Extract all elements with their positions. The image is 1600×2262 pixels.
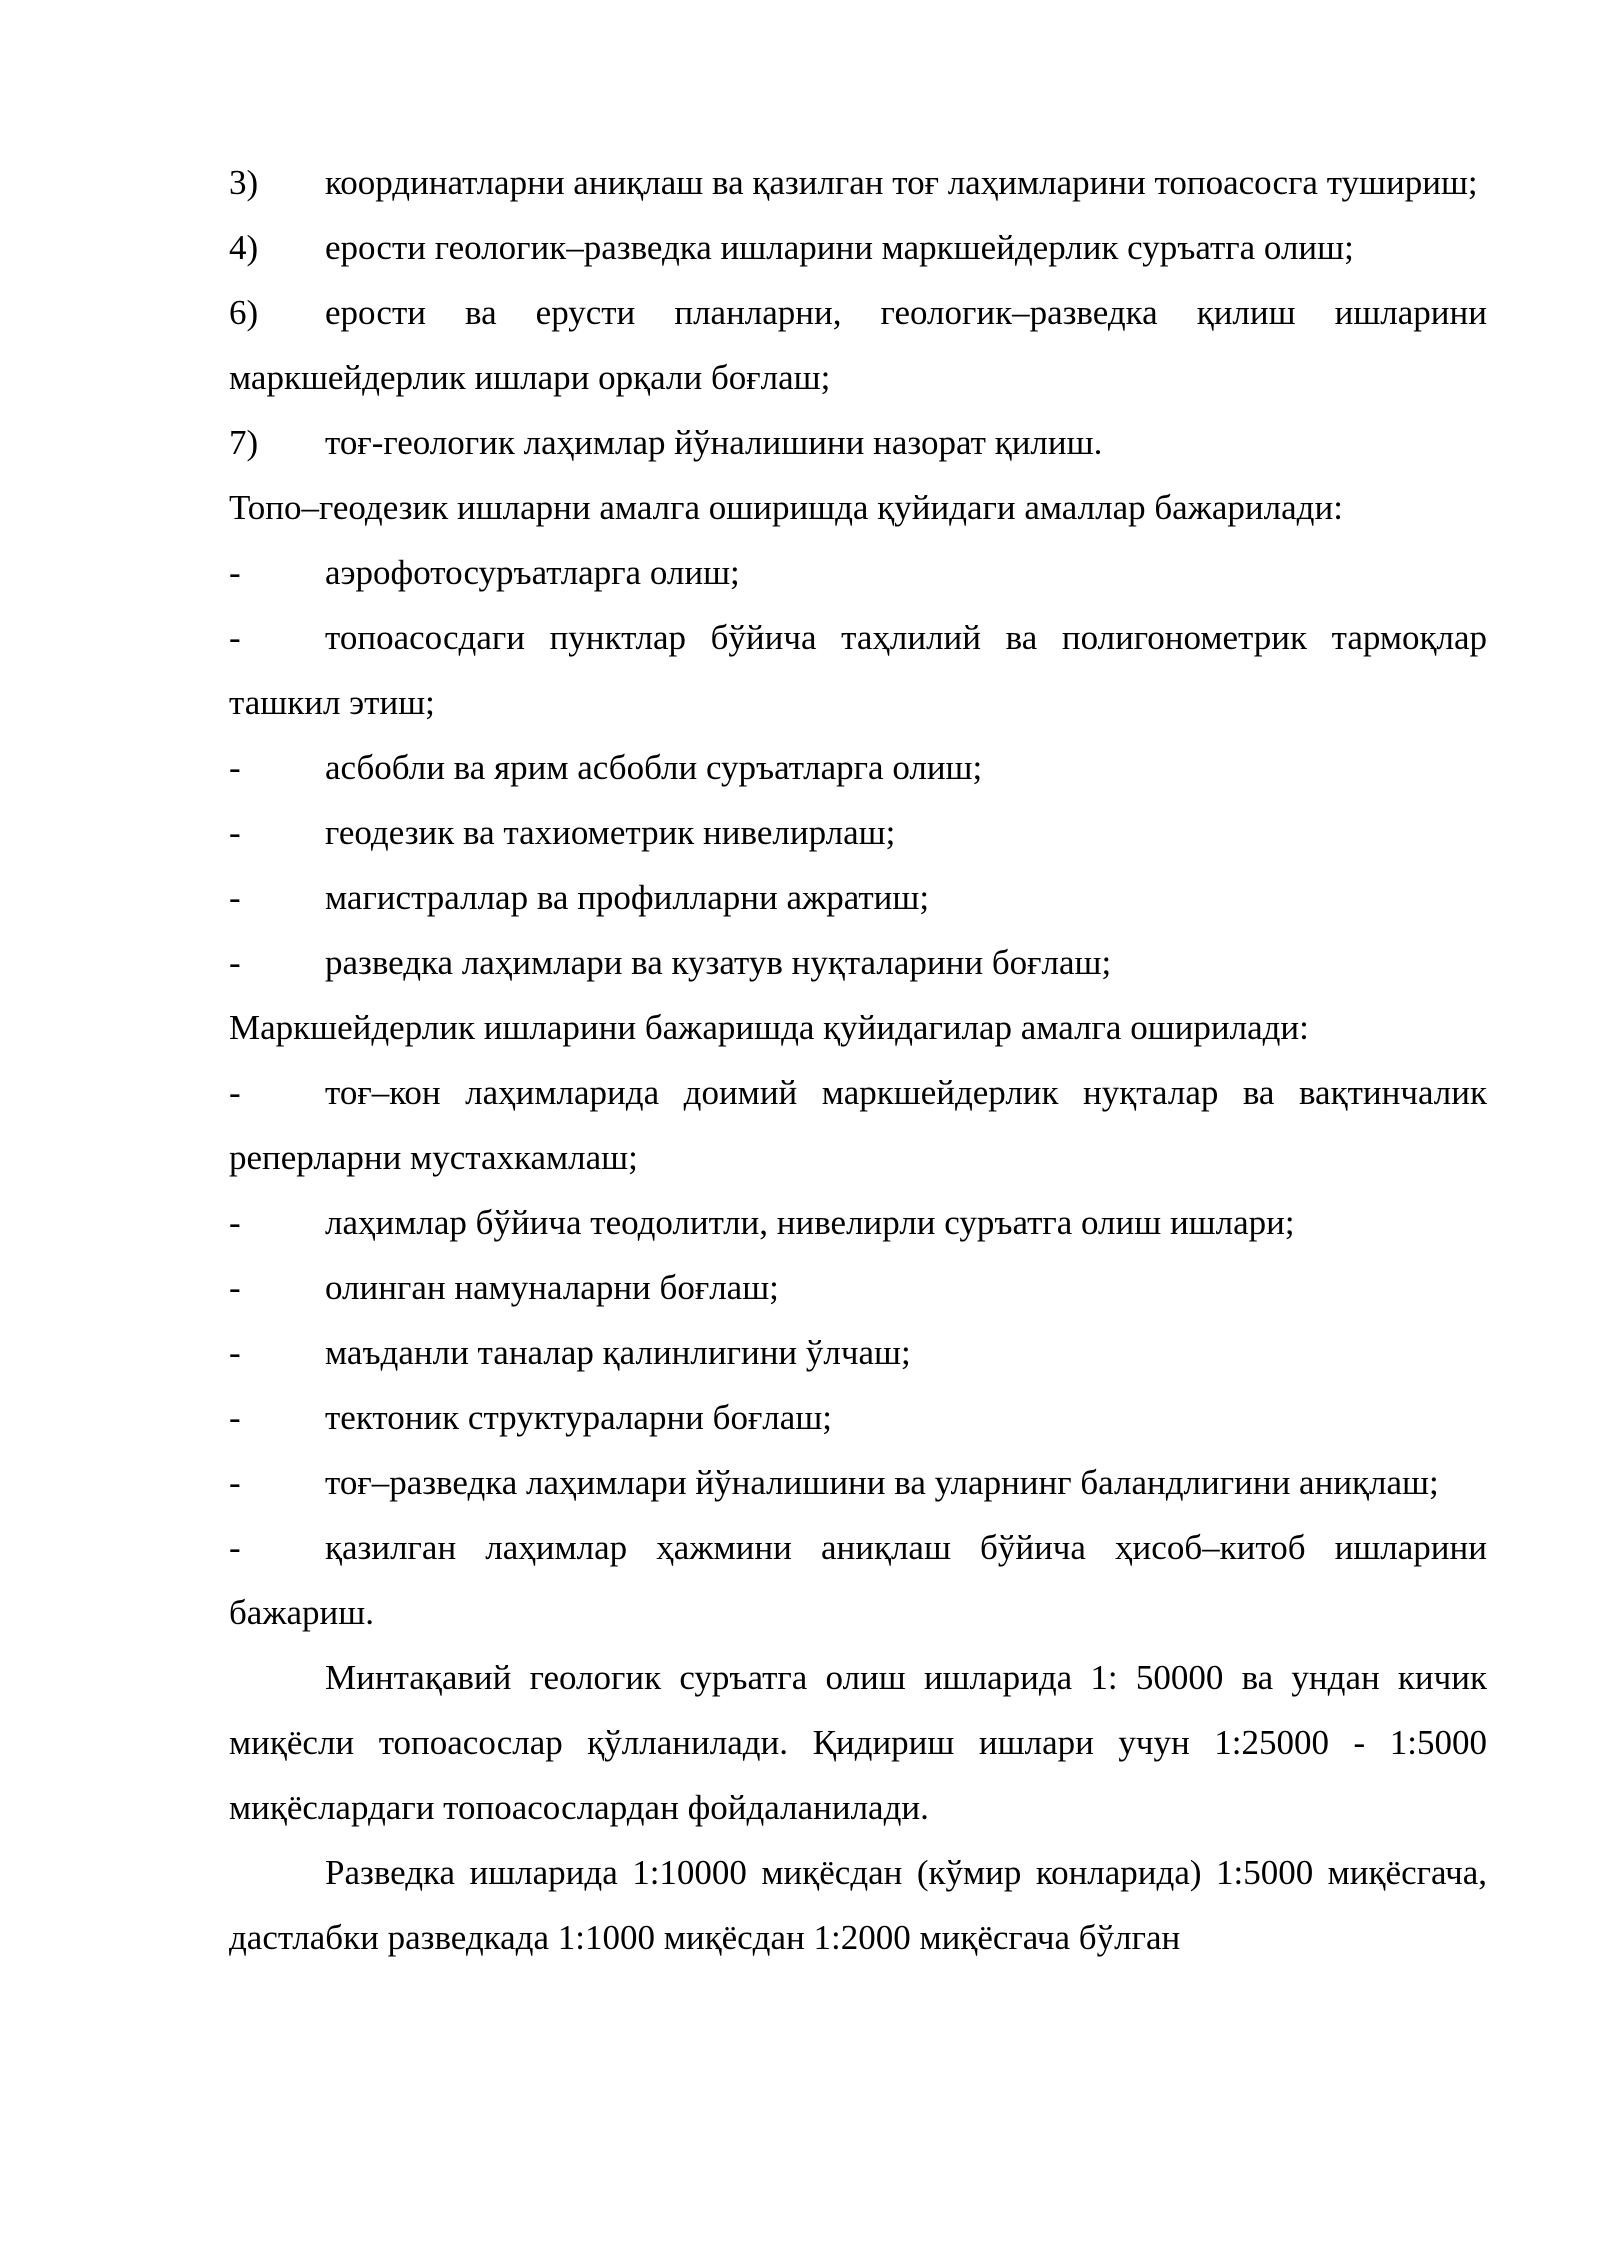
list-item-text: олинган намуналарни боғлаш; (325, 1268, 779, 1307)
list-item (229, 800, 1487, 865)
list-marker: - (229, 1268, 241, 1307)
list-marker: - (229, 1398, 241, 1437)
list-item-text: асбобли ва ярим асбобли суръатларга олиш; (325, 748, 983, 787)
list-item-text: ерости геологик–разведка ишларини маркшейдерлик суръатга олиш; (325, 228, 1354, 267)
list-item-text: ерости ва ерусти планларни, геологик–разведка қилиш ишларини маркшейдерлик ишлари орқали боғлаш; (229, 293, 1487, 397)
list-item (229, 1060, 1487, 1190)
list-item-text: тоғ-геологик лаҳимлар йўналишини назорат қилиш. (325, 423, 1103, 462)
list-item (229, 280, 1487, 410)
list-item-text: разведка лаҳимлари ва кузатув нуқталарини боғлаш; (325, 943, 1112, 982)
list-item-text: магистраллар ва профилларни ажратиш; (325, 878, 930, 917)
list-item-text: координатларни аниқлаш ва қазилган тоғ лаҳимларини топоасосга тушириш; (325, 163, 1478, 202)
list-item-text: маъданли таналар қалинлигини ўлчаш; (325, 1333, 911, 1372)
list-item-text: топоасосдаги пунктлар бўйича таҳлилий ва полигонометрик тармоқлар ташкил этиш; (229, 618, 1487, 722)
list-item (229, 735, 1487, 800)
list-marker: - (229, 748, 241, 787)
list-marker: - (229, 1528, 241, 1567)
list-item-text: лаҳимлар бўйича теодолитли, нивелирли суръатга олиш ишлари; (325, 1203, 1295, 1242)
exploration-paragraph: Разведка ишларида 1:10000 миқёсдан (кўмир конларида) 1:5000 миқёсгача, дастлабки разведкада 1:1000 миқёсдан 1:2000 миқёсгача бўлган (229, 1853, 1487, 1957)
list-marker: - (229, 1333, 241, 1372)
list-marker: 4) (229, 228, 259, 267)
list-marker: 6) (229, 293, 259, 332)
list-item (229, 930, 1487, 995)
list-marker: - (229, 943, 241, 982)
list-marker: - (229, 813, 241, 852)
list-marker: 7) (229, 423, 259, 462)
list-item-text: тектоник структураларни боғлаш; (325, 1398, 832, 1437)
topo-intro-paragraph: Топо–геодезик ишларни амалга оширишда қуйидаги амаллар бажарилади: (229, 488, 1343, 527)
list-marker: - (229, 553, 241, 592)
list-item (229, 1190, 1487, 1255)
list-item (229, 605, 1487, 735)
list-item-text: аэрофотосуръатларга олиш; (325, 553, 740, 592)
list-item (229, 865, 1487, 930)
list-item (229, 1255, 1487, 1320)
list-marker: - (229, 1203, 241, 1242)
list-marker: - (229, 618, 241, 657)
list-marker: 3) (229, 163, 259, 202)
list-item-text: қазилган лаҳимлар ҳажмини аниқлаш бўйича ҳисоб–китоб ишларини бажариш. (229, 1528, 1487, 1632)
list-item-text: геодезик ва тахиометрик нивелирлаш; (325, 813, 896, 852)
list-item (229, 150, 1487, 215)
list-item (229, 1515, 1487, 1645)
list-item (229, 1320, 1487, 1385)
mine-intro-paragraph: Маркшейдерлик ишларини бажаришда қуйидагилар амалга оширилади: (229, 1008, 1309, 1047)
list-marker: - (229, 1463, 241, 1502)
list-item (229, 540, 1487, 605)
list-marker: - (229, 878, 241, 917)
list-item-text: тоғ–разведка лаҳимлари йўналишини ва уларнинг баландлигини аниқлаш; (325, 1463, 1439, 1502)
list-marker: - (229, 1073, 241, 1112)
document-page (229, 150, 1487, 1970)
list-item (229, 215, 1487, 280)
list-item-text: тоғ–кон лаҳимларида доимий маркшейдерлик нуқталар ва вақтинчалик реперларни мустахкамлаш; (229, 1073, 1487, 1177)
list-item (229, 1385, 1487, 1450)
list-item (229, 1450, 1487, 1515)
list-item (229, 410, 1487, 475)
scale-paragraph: Минтақавий геологик суръатга олиш ишларида 1: 50000 ва ундан кичик миқёсли топоасослар қўлланилади. Қидириш ишлари учун 1:25000 - 1:5000 миқёслардаги топоасослардан фойдаланилади. (229, 1658, 1487, 1827)
